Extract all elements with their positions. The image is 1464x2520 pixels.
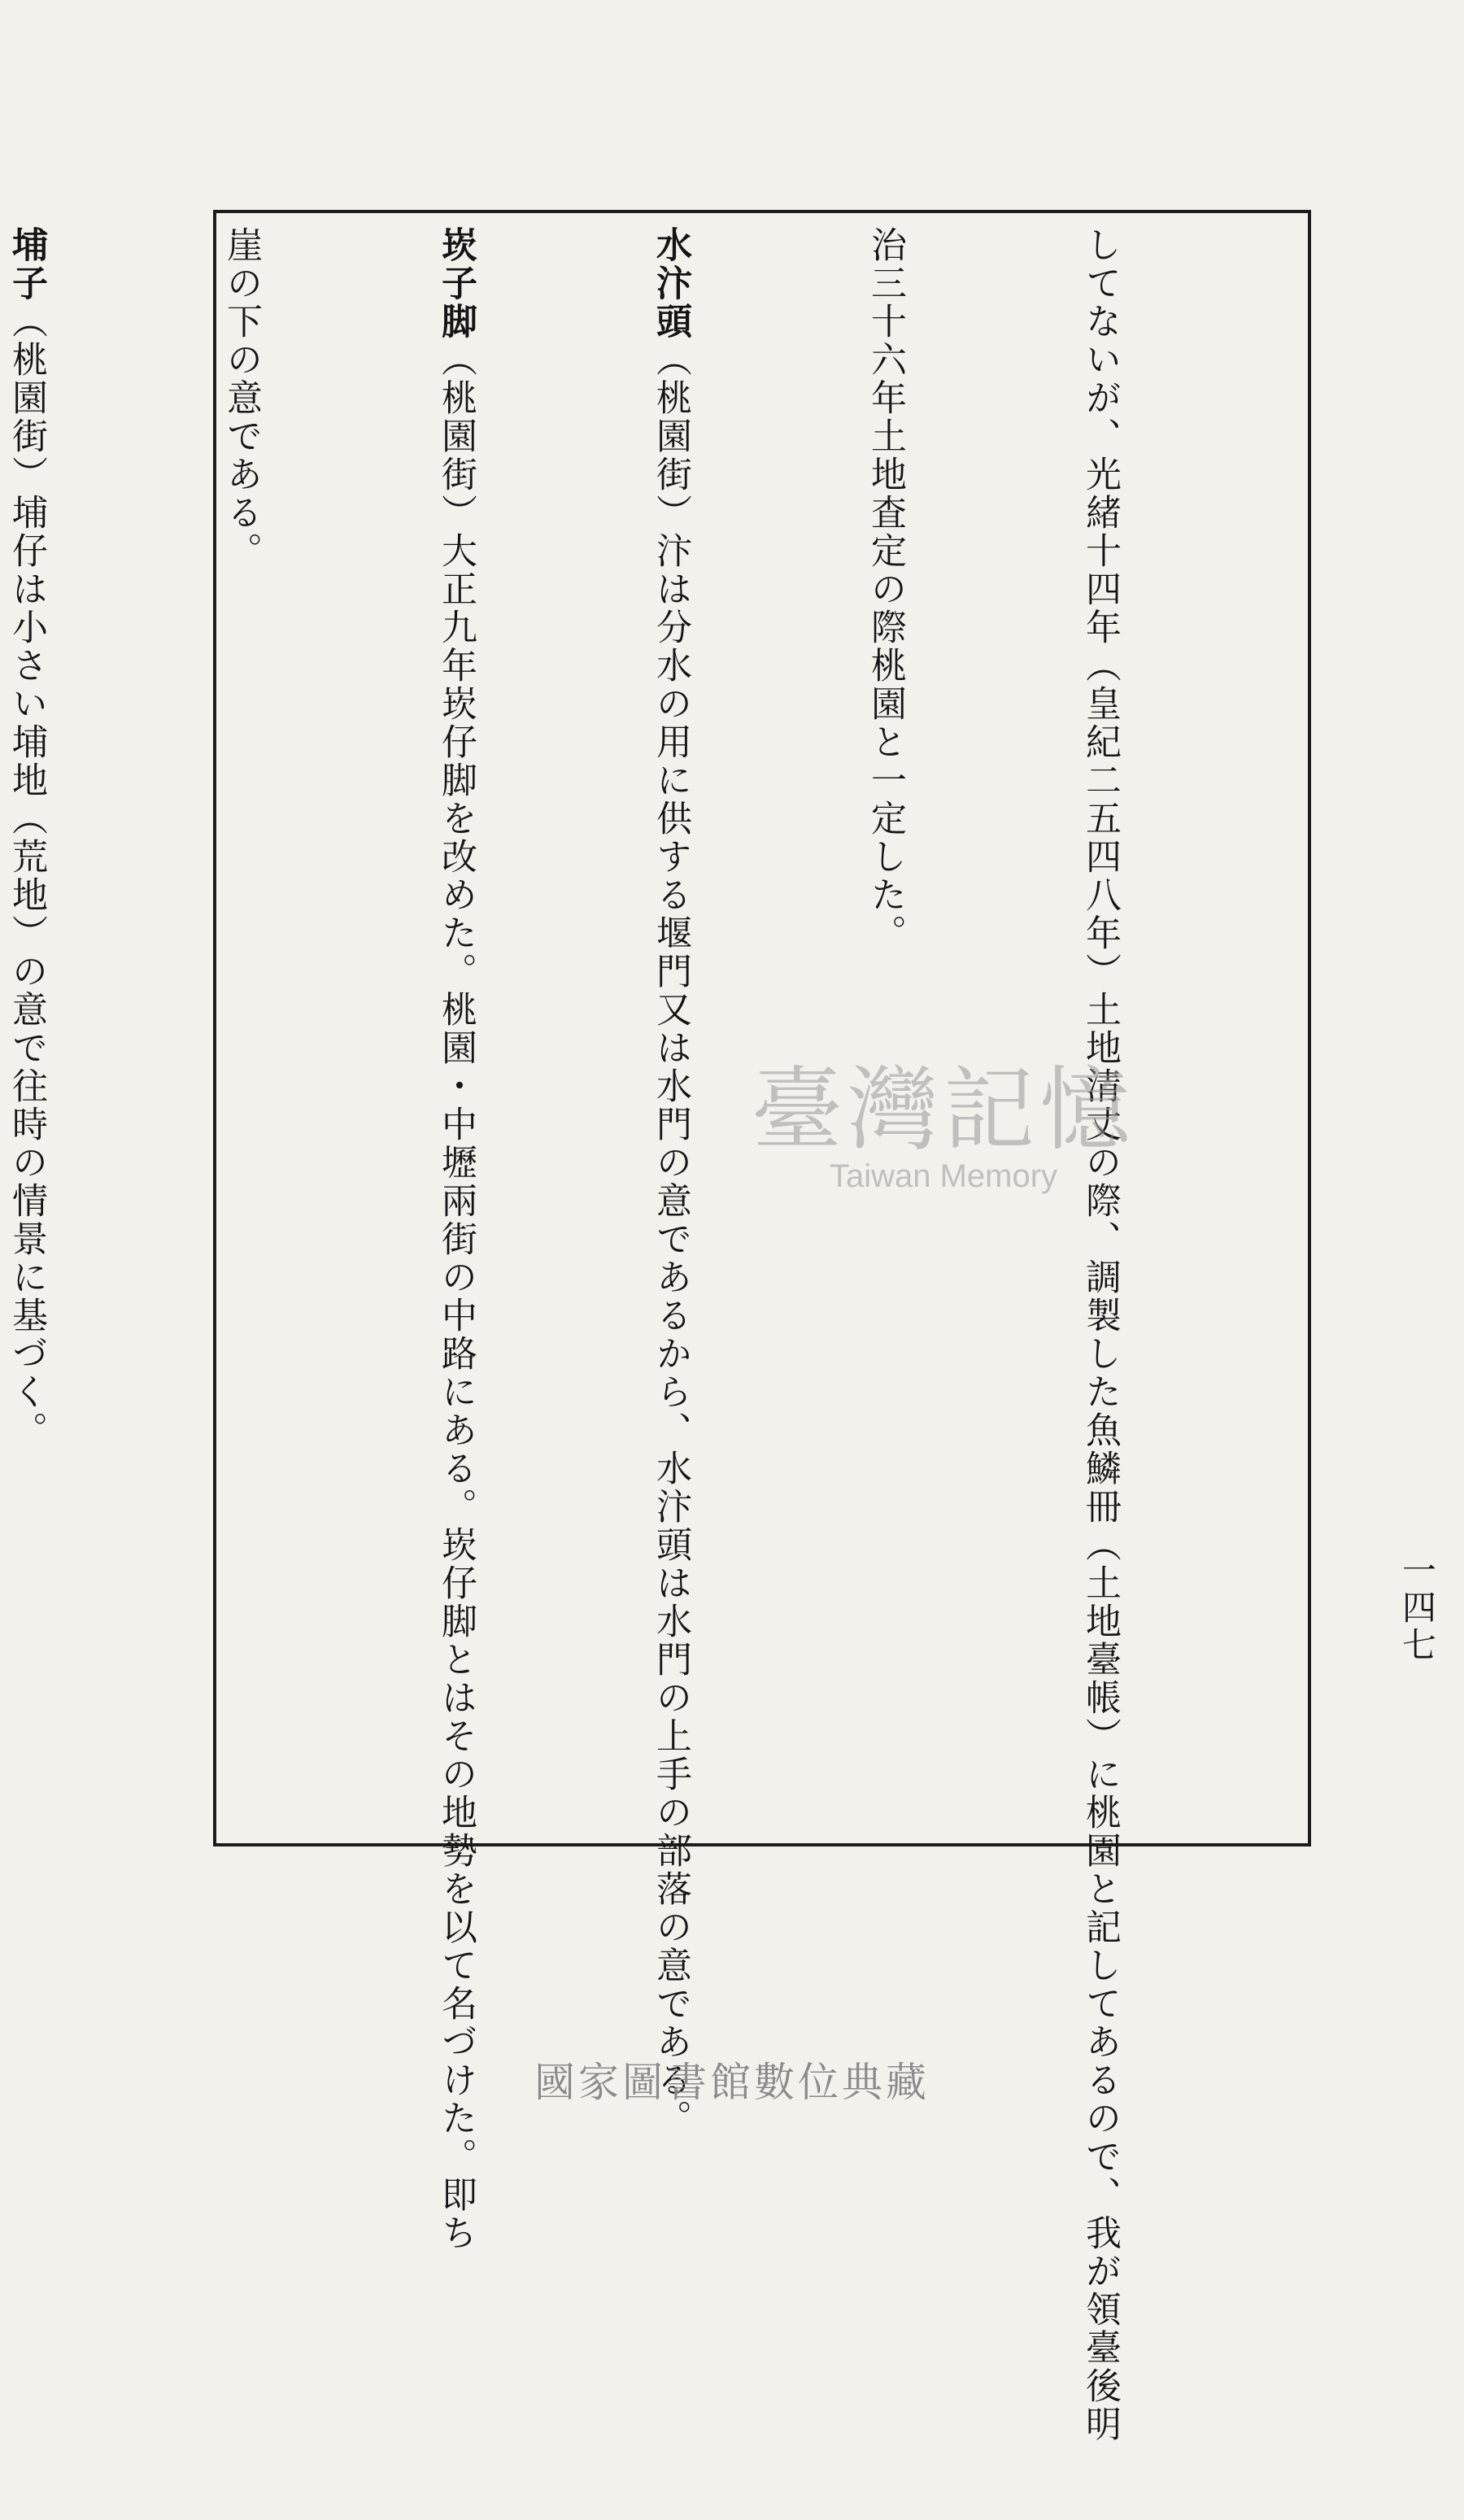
text-column: 崁子脚（桃園街）大正九年崁仔脚を改めた。桃園・中壢兩街の中路にある。崁仔脚とはその地勢を以て名づけた。即ち [435, 226, 477, 2252]
text-column: 崖の下の意である。 [220, 226, 262, 570]
watermark-english: Taiwan Memory [829, 1158, 1058, 1194]
text-column: 治三十六年土地査定の際桃園と一定した。 [865, 226, 906, 953]
page-number: 一四七 [1397, 1552, 1437, 1664]
text-column: 水汴頭（桃園街）汴は分水の用に供する堰門又は水門の意であるから、水汴頭は水門の上手の部落の意である。 [650, 226, 691, 2138]
text-column: 埔子（桃園街）埔仔は小さい埔地（荒地）の意で往時の情景に基づく。 [6, 226, 47, 1450]
watermark-chinese: 臺灣記憶 [752, 1057, 1135, 1163]
text-column: してないが、光緒十四年（皇紀二五四八年）土地清丈の際、調製した魚鱗冊（土地臺帳）に桃園と記してあるので、我が領臺後明 [1079, 226, 1121, 2444]
footer-caption: 國家圖書館數位典藏 [534, 2059, 930, 2106]
